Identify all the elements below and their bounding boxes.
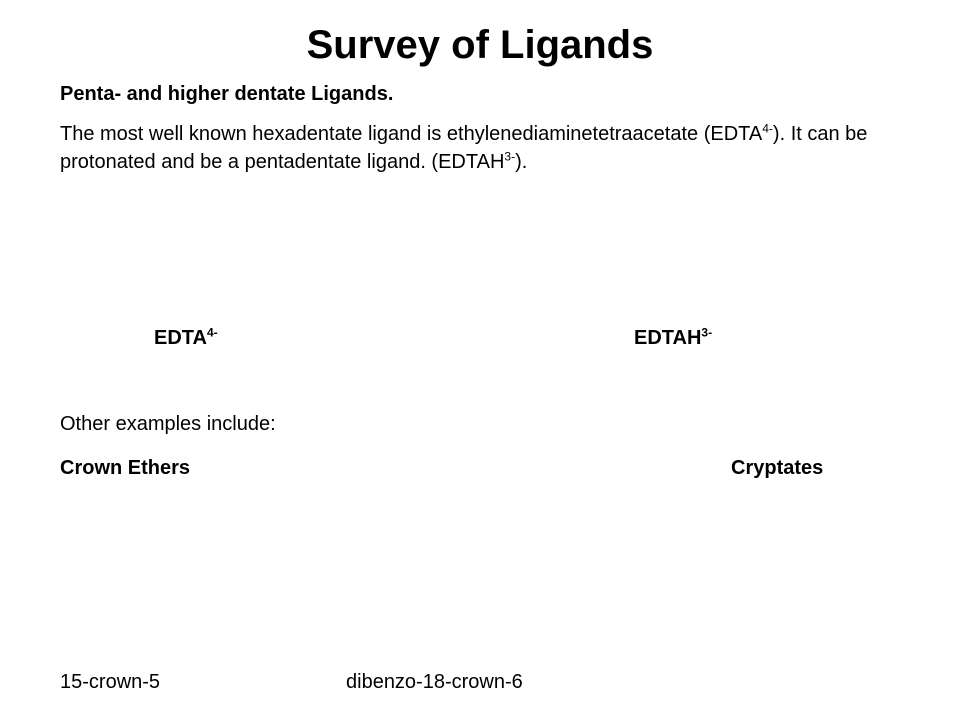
section-subtitle: Penta- and higher dentate Ligands. bbox=[60, 83, 394, 105]
intro-paragraph bbox=[60, 120, 880, 176]
edtah-name: EDTAH bbox=[634, 327, 702, 349]
slide-title: Survey of Ligands bbox=[306, 23, 654, 67]
edta-charge-superscript: 4- bbox=[762, 121, 773, 136]
other-examples-text: Other examples include: bbox=[60, 413, 276, 435]
crown-ethers-heading: Crown Ethers bbox=[60, 457, 191, 479]
edtah-structure-label bbox=[634, 324, 712, 352]
intro-text-part3: ). bbox=[515, 151, 528, 173]
cryptates-heading: Cryptates bbox=[731, 457, 824, 479]
intro-text-part2: ). It can be protonated and be a pentadentate ligand. (EDTAH bbox=[60, 123, 868, 173]
dibenzo-crown6-caption: dibenzo-18-crown-6 bbox=[346, 671, 523, 693]
intro-text-part1: The most well known hexadentate ligand is ethylenediaminetetraacetate (EDTA bbox=[60, 123, 763, 145]
edtah-label-charge: 3- bbox=[701, 325, 713, 340]
edta-name: EDTA bbox=[154, 327, 207, 349]
crown5-caption: 15-crown-5 bbox=[60, 671, 161, 693]
edta-label-charge: 4- bbox=[206, 325, 218, 340]
edtah-charge-superscript: 3- bbox=[504, 149, 516, 164]
edta-structure-label bbox=[154, 324, 218, 352]
